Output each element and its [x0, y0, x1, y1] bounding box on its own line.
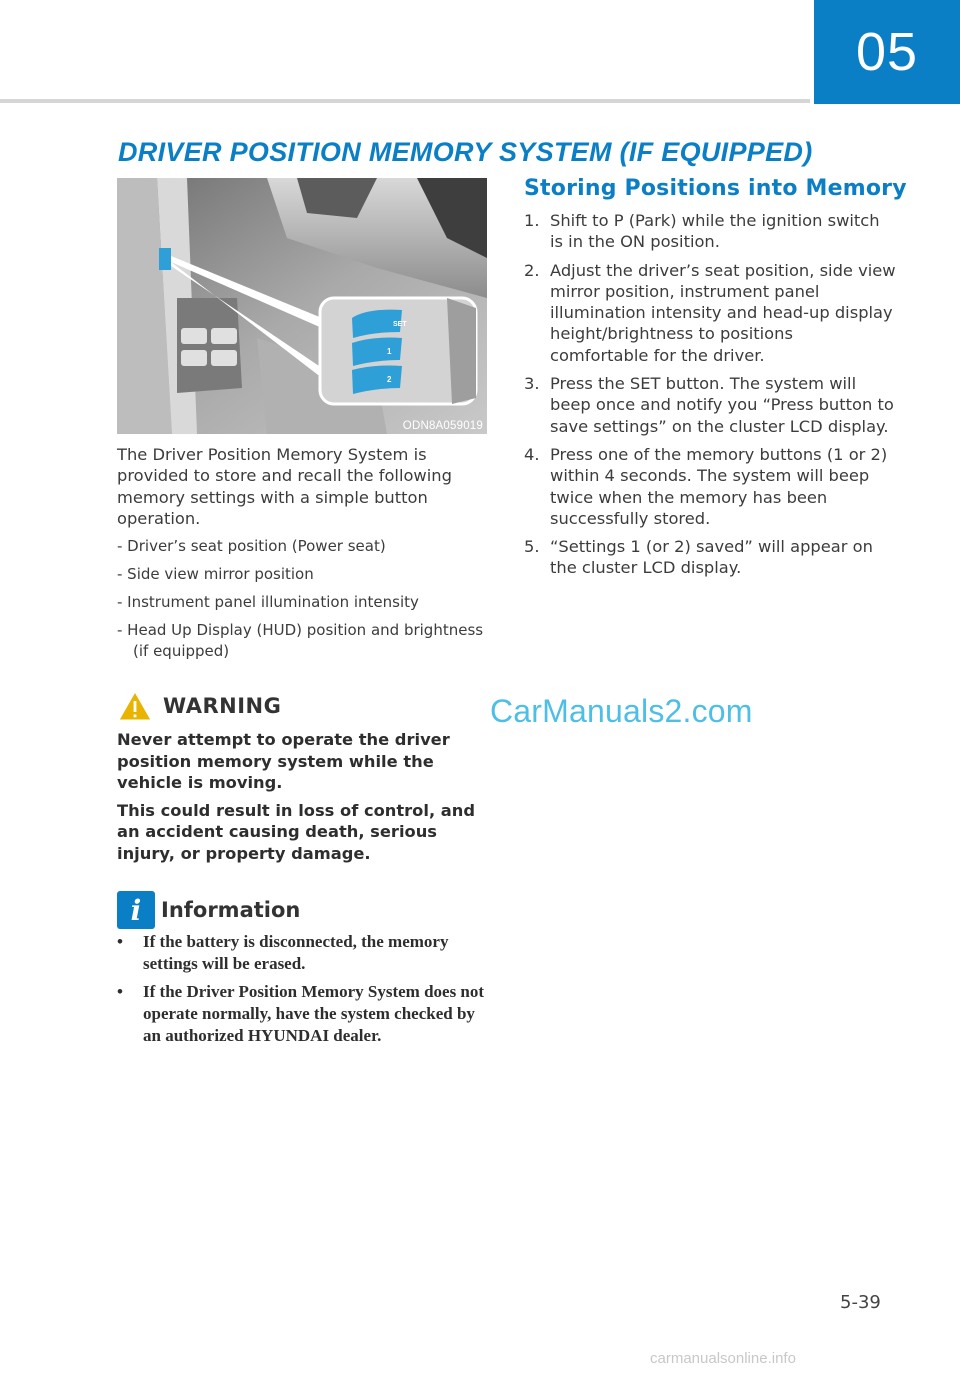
storing-steps-list: [524, 210, 896, 586]
information-heading: [117, 890, 300, 930]
step-item: [524, 536, 896, 579]
warning-paragraph: This could result in loss of control, and an accident causing death, serious injury, or property damage.: [117, 800, 476, 863]
step-number: 5.: [524, 537, 540, 557]
memory-settings-list: [117, 536, 489, 669]
step-number: 2.: [524, 260, 540, 280]
information-label: Information: [161, 898, 301, 922]
warning-body: [117, 729, 489, 870]
info-text: If the battery is disconnected, the memory settings will be erased.: [143, 932, 449, 973]
info-text: If the Driver Position Memory System does not operate normally, have the system checked by an authorized HYUNDAI dealer.: [143, 982, 485, 1045]
list-item: - Head Up Display (HUD) position and brightness (if equipped): [117, 621, 484, 660]
bullet: •: [117, 982, 123, 1001]
step-text: Adjust the driver’s seat position, side view mirror position, instrument panel illumination intensity and head-up display height/brightness to positions comfortable for the driver.: [550, 260, 896, 365]
watermark: CarManuals2.com: [490, 693, 753, 729]
warning-paragraph: Never attempt to operate the driver position memory system while the vehicle is moving.: [117, 730, 450, 792]
chapter-number: 05: [855, 22, 919, 82]
door-panel-illustration: [117, 178, 487, 434]
storing-positions-title: Storing Positions into Memory: [524, 176, 907, 201]
warning-triangle-icon: [117, 690, 153, 722]
bullet: •: [117, 932, 123, 951]
step-text: Press one of the memory buttons (1 or 2) within 4 seconds. The system will beep twice when the memory has been successfully stored.: [550, 444, 888, 528]
list-item: - Side view mirror position: [117, 565, 314, 583]
section-title: DRIVER POSITION MEMORY SYSTEM (IF EQUIPPED): [118, 137, 813, 167]
step-text: “Settings 1 (or 2) saved” will appear on the cluster LCD display.: [550, 537, 873, 578]
memory-buttons-figure: [117, 178, 487, 434]
info-icon: i: [117, 891, 155, 929]
figure-code: ODN8A059019: [402, 420, 483, 432]
step-item: [524, 210, 896, 253]
chapter-tab: [814, 0, 960, 104]
list-item: [117, 931, 489, 975]
step-number: 1.: [524, 211, 540, 230]
list-item: - Instrument panel illumination intensity: [117, 593, 419, 611]
memory-button-1-label: 1: [387, 347, 392, 356]
information-list: [117, 931, 489, 1053]
step-number: 4.: [524, 444, 540, 464]
step-item: [524, 373, 896, 437]
warning-heading: [117, 688, 281, 724]
step-text: Shift to P (Park) while the ignition switch is in the ON position.: [550, 211, 880, 252]
warning-label: WARNING: [163, 694, 282, 718]
header-rule: [0, 99, 810, 103]
step-number: 3.: [524, 374, 540, 394]
step-item: [524, 444, 896, 529]
step-text: Press the SET button. The system will beep once and notify you “Press button to save settings” on the cluster LCD display.: [550, 374, 894, 436]
step-item: [524, 260, 896, 366]
list-item: - Driver’s seat position (Power seat): [117, 537, 386, 555]
set-button-label: SET: [393, 321, 407, 328]
intro-paragraph: The Driver Position Memory System is provided to store and recall the following memory settings with a simple button operation.: [117, 445, 452, 528]
page-number: 5-39: [840, 1292, 881, 1313]
memory-button-2-label: 2: [387, 375, 392, 384]
list-item: [117, 981, 489, 1047]
footer-watermark: carmanualsonline.info: [650, 1350, 796, 1367]
